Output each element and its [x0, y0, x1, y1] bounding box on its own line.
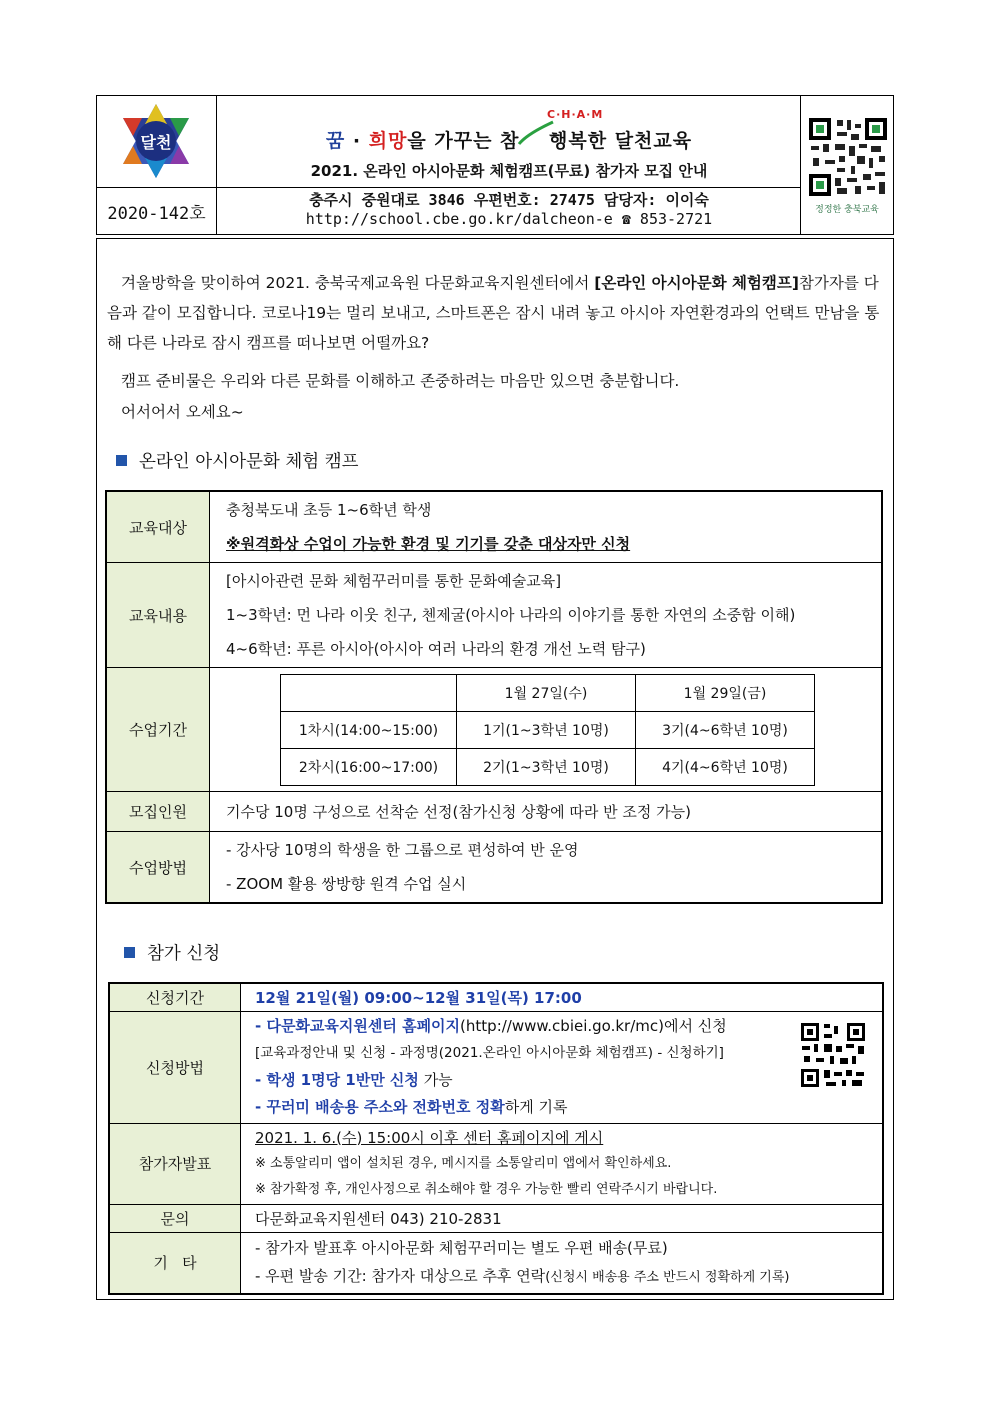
label-announce: 참가자발표 — [109, 1123, 241, 1204]
qr-cell — [801, 96, 893, 234]
address-cell — [217, 188, 801, 234]
section-title-apply: 참가 신청 — [124, 940, 220, 965]
bullet-square-icon — [116, 455, 127, 466]
document-subtitle: 2021. 온라인 아시아문화 체험캠프(무료) 참가자 모집 안내 — [310, 162, 708, 180]
qr-caption: 정정한 충북교육 — [815, 205, 879, 215]
schedule-row — [281, 712, 815, 749]
intro-paragraph: 겨울방학을 맞이하여 2021. 충북국제교육원 다문화교육지원센터에서 [온라인 아시아문화 체험캠프]참가자를 다음과 같이 모집합니다. 코로나19는 멀리 보내고, 스마트폰은 잠시 내려 놓고 아시아 자연환경과의 언택트 만남을 통해 다른 나라로 잠시 캠프를 떠나보면 어떨까요? — [107, 274, 880, 352]
value-announce: 2021. 1. 6.(수) 15:00시 이후 센터 홈페이지에 게시 ※ 소통알리미 앱이 설치된 경우, 메시지를 소통알리미 앱에서 확인하세요. ※ 참가확정 후, 개인사정으로 취소해야 할 경우 가능한 빨리 연락주시기 바랍니다. — [241, 1123, 884, 1204]
label-period: 수업기간 — [106, 668, 210, 792]
schedule-table — [280, 674, 815, 786]
slogan: 꿈 · 희망을 가꾸는 참 행복한 달천교육 — [325, 130, 693, 152]
value-method: - 강사당 10명의 학생을 한 그룹으로 편성하여 반 운영 - ZOOM 활용 쌍방향 원격 수업 실시 — [210, 832, 883, 904]
schedule-row — [281, 749, 815, 786]
document-number: 2020-142호 — [97, 188, 217, 234]
schedule-header-cell: 1월 29일(금) — [636, 675, 815, 712]
qr-code-icon — [807, 116, 889, 198]
apply-qr-code-icon[interactable] — [800, 1022, 866, 1088]
value-apply-method: - 다문화교육지원센터 홈페이지(http://www.cbiei.go.kr/mc)에서 신청 [교육과정안내 및 신청 - 과정명(2021.온라인 아시아문화 체험캠프) - 신청하기] - 학생 1명당 1반만 신청 가능 - 꾸러미 배송용 주소와 전화번호 정확하게 기록 — [241, 1011, 884, 1123]
value-apply-period: 12월 21일(월) 09:00~12월 31일(목) 17:00 — [241, 983, 884, 1011]
label-apply-method: 신청방법 — [109, 1011, 241, 1123]
schedule-cell: 2차시(16:00~17:00) — [281, 749, 457, 786]
value-target: 충청북도내 초등 1~6학년 학생 ※원격화상 수업이 가능한 환경 및 기기를 갖춘 대상자만 신청 — [210, 491, 883, 563]
schedule-header-cell — [281, 675, 457, 712]
value-etc: - 참가자 발표후 아시아문화 체험꾸러미는 별도 우편 배송(무료) - 우편 발송 기간: 참가자 대상으로 추후 연락(신청시 배송용 주소 반드시 정확하게 기록) — [241, 1232, 884, 1294]
schedule-header-cell: 1월 27일(수) — [457, 675, 636, 712]
school-logo-icon — [97, 96, 215, 186]
value-recruit: 기수당 10명 구성으로 선착순 선정(참가신청 상황에 따라 반 조정 가능) — [210, 792, 883, 832]
school-url-phone: http://school.cbe.go.kr/dalcheon-e ☎ 853-2721 — [305, 210, 713, 228]
schedule-cell: 2기(1~3학년 10명) — [457, 749, 636, 786]
school-logo-cell — [97, 96, 217, 188]
intro-paragraph-3: 어서어서 오세요~ — [121, 403, 244, 421]
label-method: 수업방법 — [106, 832, 210, 904]
schedule-cell: 3기(4~6학년 10명) — [636, 712, 815, 749]
label-recruit: 모집인원 — [106, 792, 210, 832]
schedule-cell: 1차시(14:00~15:00) — [281, 712, 457, 749]
title-cell — [217, 96, 801, 188]
schedule-cell: 1기(1~3학년 10명) — [457, 712, 636, 749]
label-target: 교육대상 — [106, 491, 210, 563]
section-title-camp: 온라인 아시아문화 체험 캠프 — [116, 448, 359, 473]
school-address: 충주시 중원대로 3846 우편번호: 27475 담당자: 이이숙 — [309, 191, 709, 209]
logo-text: 달천 — [140, 133, 172, 152]
label-inquiry: 문의 — [109, 1204, 241, 1232]
bullet-square-icon — [124, 947, 135, 958]
value-content: [아시아관련 문화 체험꾸러미를 통한 문화예술교육] 1~3학년: 먼 나라 이웃 친구, 첸제굴(아시아 나라의 이야기를 통한 자연의 소중함 이해) 4~6학년: 푸른 아시아(아시아 여러 나라의 환경 개선 노력 탐구) — [210, 563, 883, 668]
schedule-cell: 4기(4~6학년 10명) — [636, 749, 815, 786]
application-table — [108, 982, 884, 1295]
intro-paragraph-2: 캠프 준비물은 우리와 다른 문화를 이해하고 존중하려는 마음만 있으면 충분합니다. — [121, 372, 680, 390]
label-content: 교육내용 — [106, 563, 210, 668]
label-etc: 기 타 — [109, 1232, 241, 1294]
letter-header — [96, 95, 894, 235]
cham-text: C·H·A·M — [547, 108, 604, 121]
label-apply-period: 신청기간 — [109, 983, 241, 1011]
value-inquiry: 다문화교육지원센터 043) 210-2831 — [241, 1204, 884, 1232]
